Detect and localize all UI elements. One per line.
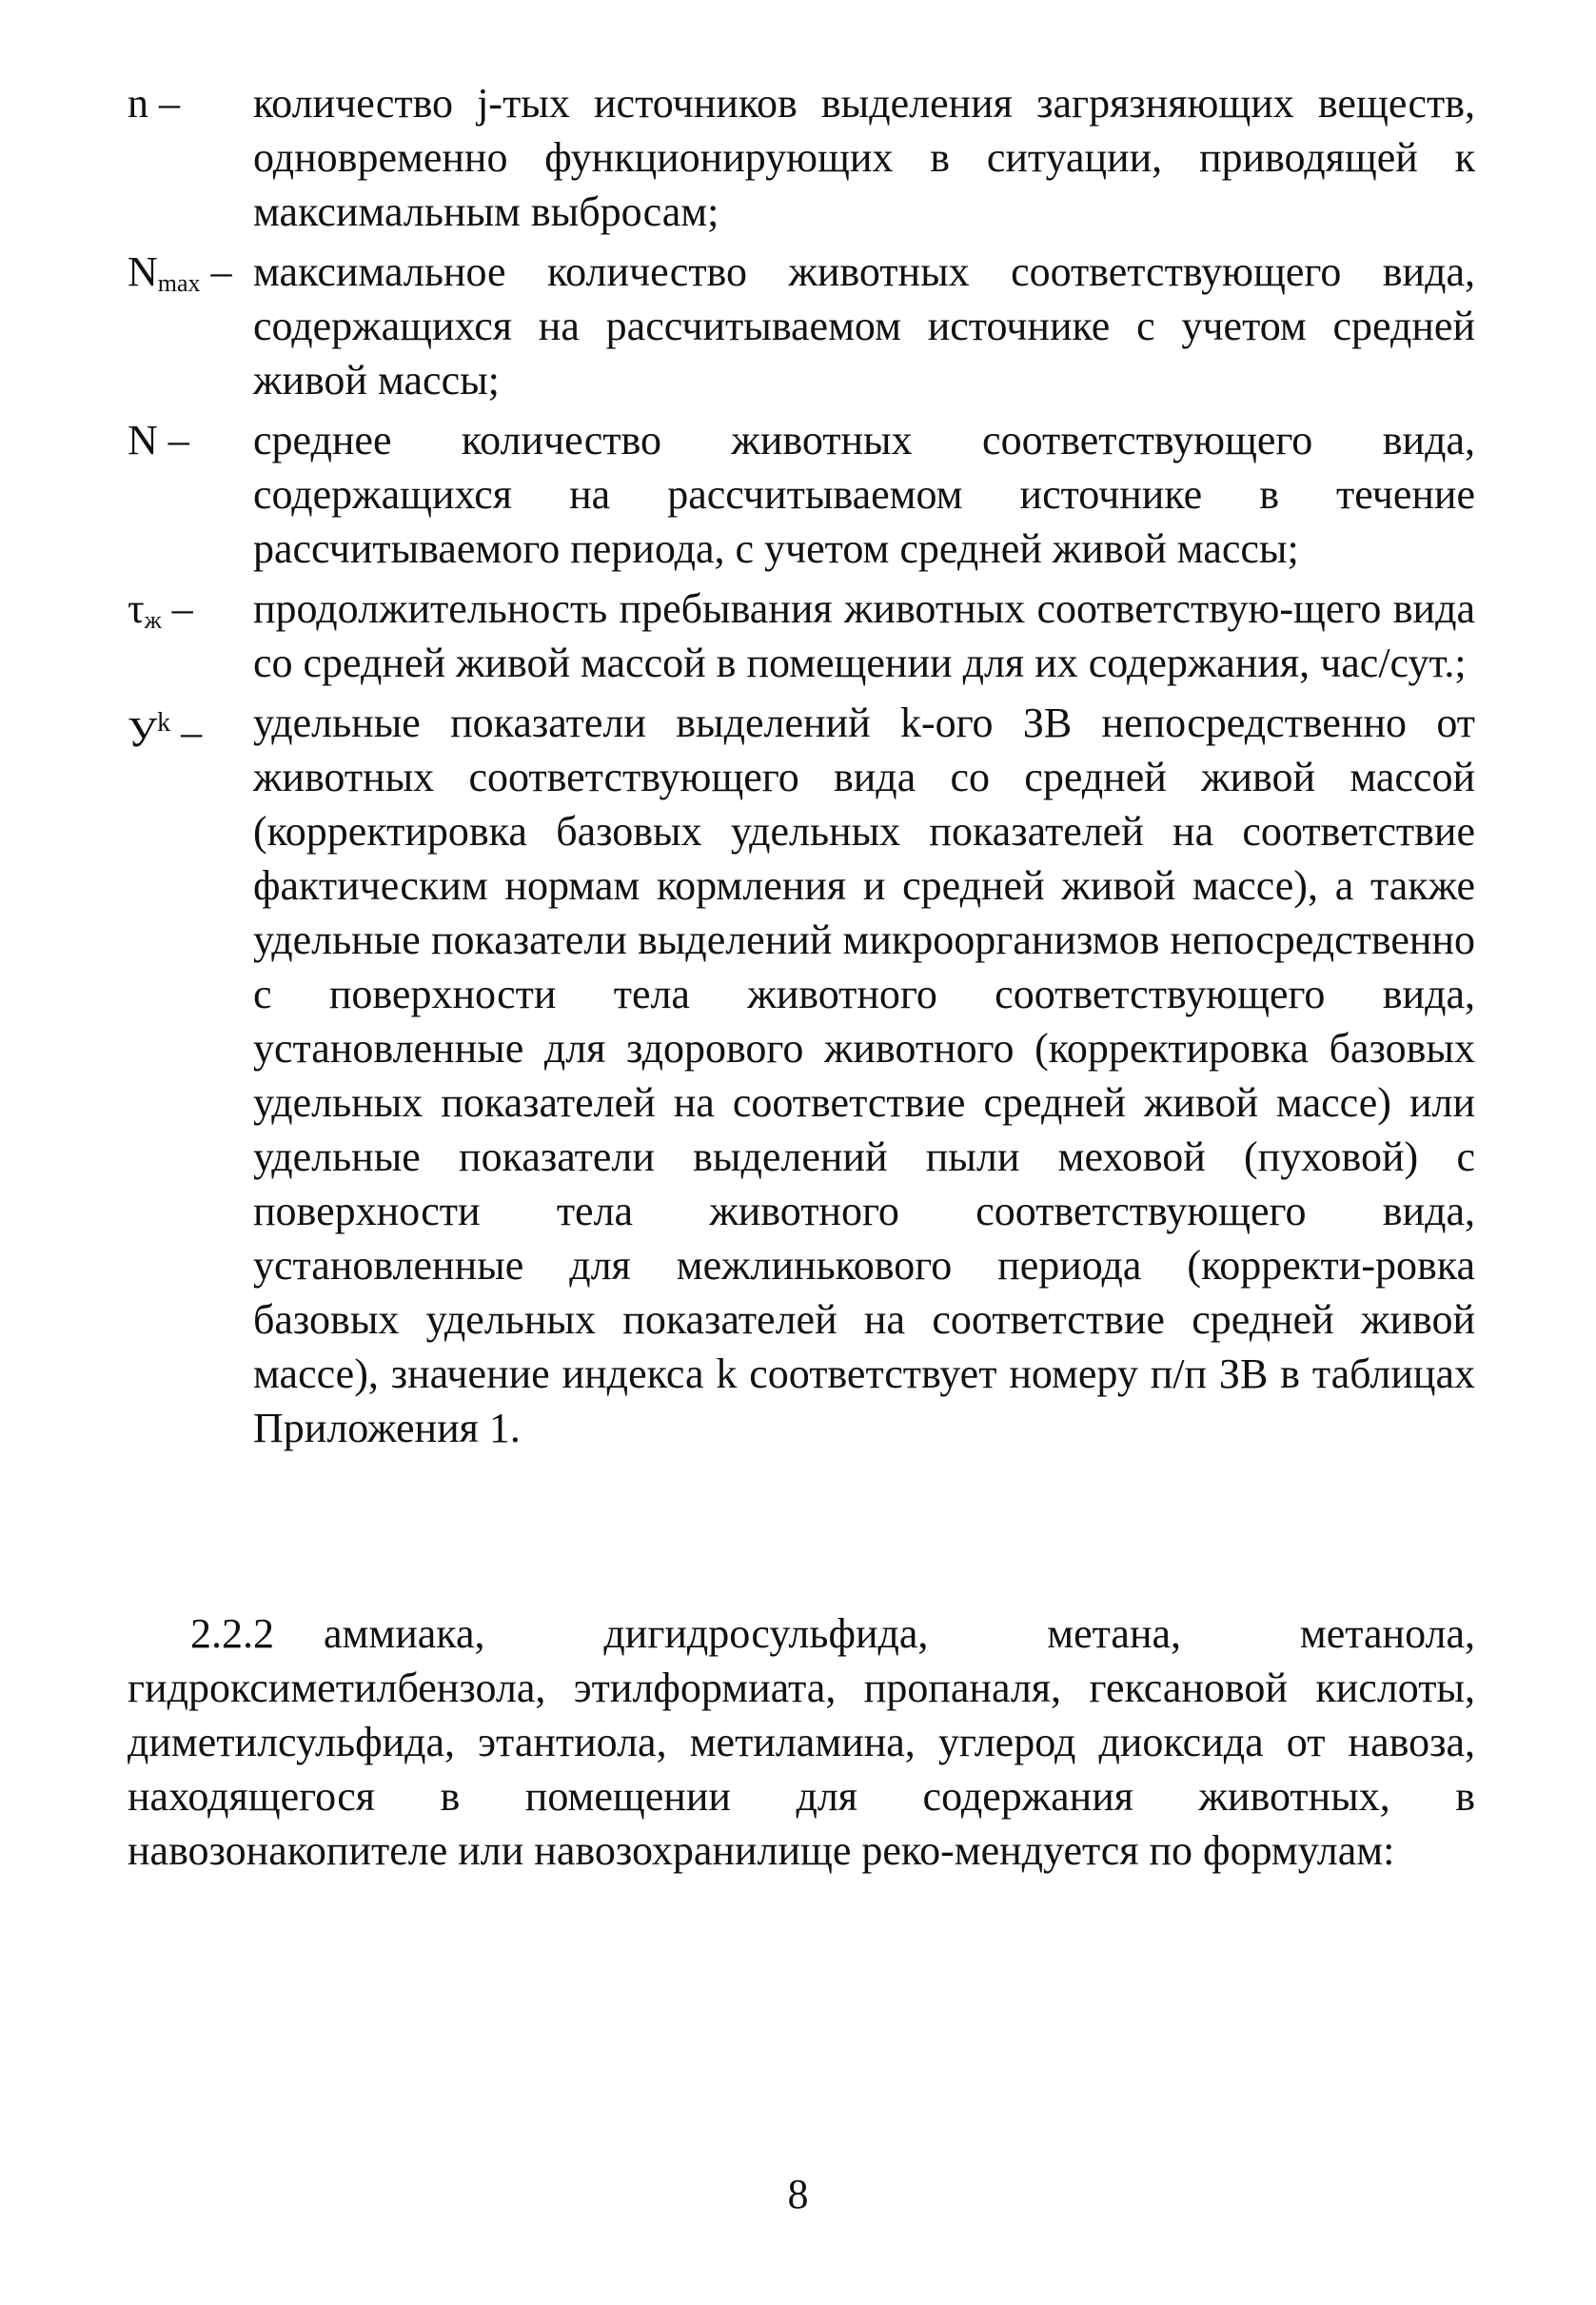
definition-text: количество j-тых источников выделения загрязняющих веществ, одновременно функционирующих в ситуации, приводящей к максимальным выбросам; [253, 80, 1475, 235]
definition-text: продолжительность пребывания животных соответствую-щего вида со средней живой массой в помещении для их содержания, час/сут.; [253, 585, 1475, 686]
section-number: 2.2.2 [190, 1610, 274, 1657]
definition-text: удельные показатели выделений k-ого ЗВ непосредственно от животных соответствующего вида со средней живой массой (корректировка базовых удельных показателей на соответствие фактическим нормам кормления и средней живой массе), а также удельные показатели выделений микроорганизмов непосредственно с поверхности тела животного соответствующего вида, установленные для здорового животного (корректировка базовых удельных показателей на соответствие средней живой массе) или удельные показатели выделений пыли меховой (пуховой) с поверхности тела животного соответствующего вида, установленные для межлинькового периода (корректи-ровка базовых удельных показателей на соответствие средней живой массе), значение индекса k соответствует номеру п/п ЗВ в таблицах Приложения 1. [253, 699, 1475, 1451]
definition-item [128, 76, 1475, 239]
section-paragraph [128, 1606, 1475, 1878]
definition-symbol: $У^k$ – [128, 708, 203, 756]
definition-symbol: $\tau_ж$ – [128, 585, 193, 634]
definition-symbol: n – [128, 80, 180, 127]
definition-text: среднее количество животных соответствующего вида, содержащихся на рассчитываемом источнике в течение рассчитываемого периода, с учетом средней живой массы; [253, 417, 1475, 572]
definition-item [128, 581, 1475, 690]
definition-symbol: $N_{max}$ – [128, 248, 232, 297]
section-text: аммиака, дигидросульфида, метана, метанола, гидроксиметилбензола, этилформиата, пропаналя, гексановой кислоты, диметилсульфида, этантиола, метиламина, углерод диоксида от навоза, находящегося в помещении для содержания животных, в навозонакопителе или навозохранилище реко-мендуется по формулам: [128, 1610, 1475, 1874]
definition-text: максимальное количество животных соответствующего вида, содержащихся на рассчитываемом источнике с учетом средней живой массы; [253, 248, 1475, 404]
page-number: 8 [787, 2171, 809, 2217]
definition-symbol: N – [128, 417, 189, 463]
definition-item [128, 413, 1475, 576]
definitions-list [128, 76, 1475, 1461]
definition-item [128, 696, 1475, 1455]
definition-item [128, 245, 1475, 407]
